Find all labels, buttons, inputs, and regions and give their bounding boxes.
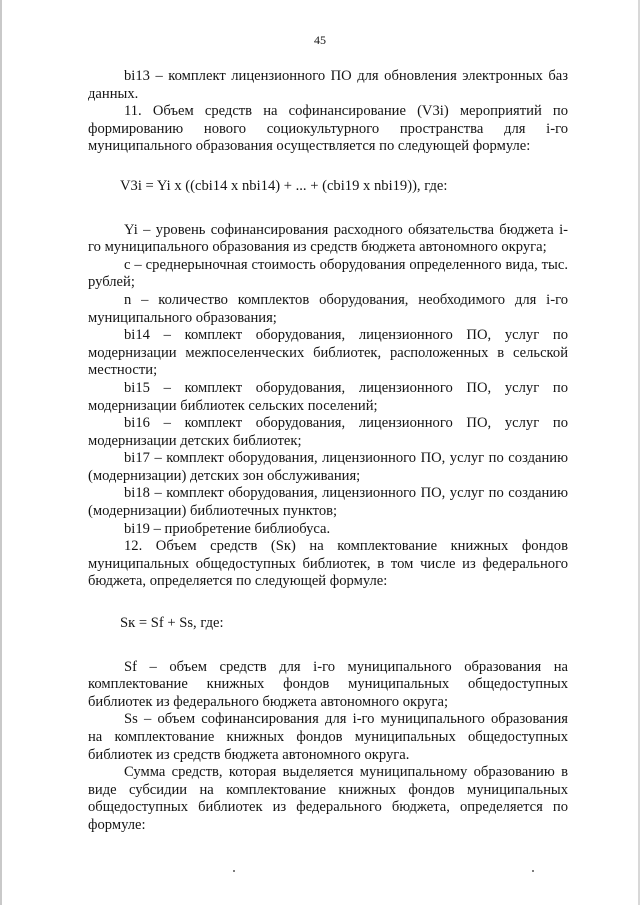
definition-sf: Sf – объем средств для i-го муниципального образования на комплектование книжных фондов муниципальных общедоступных библиотек из федерального бюджета автономного округа;: [88, 658, 568, 710]
document-body: [88, 68, 568, 835]
page-edge-left: [0, 0, 2, 905]
paragraph-11: 11. Объем средств на софинансирование (V3i) мероприятий по формированию нового социокультурного пространства для i-го муниципального образования осуществляется по следующей формуле:: [88, 103, 568, 155]
scan-speck: [532, 870, 534, 872]
definition-yi: Yi – уровень софинансирования расходного обязательства бюджета i-го муниципального образования из средств бюджета автономного округа;: [88, 221, 568, 256]
definition-bi16: bi16 – комплект оборудования, лицензионного ПО, услуг по модернизации детских библиотек;: [88, 415, 568, 449]
formula-v3i: V3i = Yi x ((cbi14 x nbi14) + ... + (cbi19 x nbi19)), где:: [120, 177, 448, 194]
definition-bi14: bi14 – комплект оборудования, лицензионного ПО, услуг по модернизации межпоселенческих библиотек, расположенных в сельской местности;: [88, 327, 568, 379]
paragraph-12: 12. Объем средств (Sк) на комплектование книжных фондов муниципальных общедоступных библиотек, в том числе из федерального бюджета, определяется по следующей формуле:: [88, 538, 568, 590]
definition-c: с – среднерыночная стоимость оборудования определенного вида, тыс. рублей;: [88, 256, 568, 291]
scan-speck: [233, 870, 235, 872]
paragraph-summa: Сумма средств, которая выделяется муниципальному образованию в виде субсидии на комплектование книжных фондов муниципальных общедоступных библиотек из федерального бюджета, определяется по формуле:: [88, 764, 568, 833]
page-number: 45: [314, 33, 326, 47]
definition-bi18: bi18 – комплект оборудования, лицензионного ПО, услуг по созданию (модернизации) библиотечных пунктов;: [88, 485, 568, 520]
definition-ss: Ss – объем софинансирования для i-го муниципального образования на комплектование книжных фондов муниципальных общедоступных библиотек из средств бюджета автономного округа.: [88, 711, 568, 763]
formula-sk: Sк = Sf + Ss, где:: [120, 615, 224, 632]
definition-bi15: bi15 – комплект оборудования, лицензионного ПО, услуг по модернизации библиотек сельских поселений;: [88, 379, 568, 414]
definition-n: n – количество комплектов оборудования, необходимого для i-го муниципального образования;: [88, 291, 568, 326]
definition-bi17: bi17 – комплект оборудования, лицензионного ПО, услуг по созданию (модернизации) детских зон обслуживания;: [88, 450, 568, 484]
paragraph-bi13: bi13 – комплект лицензионного ПО для обновления электронных баз данных.: [88, 68, 568, 102]
definition-bi19: bi19 – приобретение библиобуса.: [124, 520, 331, 537]
